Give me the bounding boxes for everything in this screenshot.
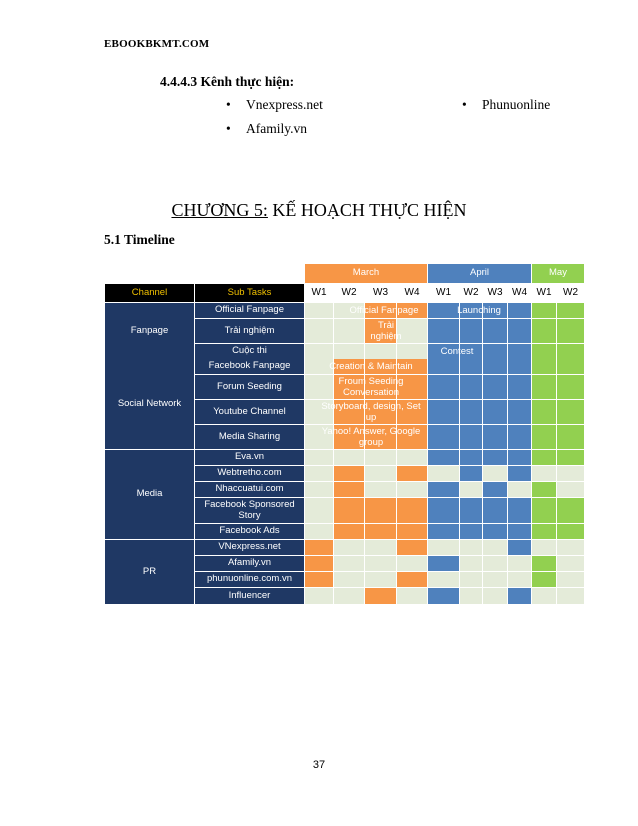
bullet-phunuonline: • Phunuonline [462,97,551,112]
schedule-cell [334,540,365,556]
schedule-cell [557,344,585,360]
schedule-cell [334,466,365,482]
subtask-cell: Forum Seeding [195,375,305,400]
schedule-cell [305,572,334,588]
schedule-cell [508,556,532,572]
subtask-cell: Trải nghiệm [195,319,305,344]
schedule-cell [334,498,365,524]
schedule-cell [557,319,585,344]
activity-label: Official Fanpage [349,304,419,316]
schedule-cell [428,524,460,540]
schedule-cell [305,556,334,572]
schedule-cell [508,344,532,360]
schedule-cell [508,319,532,344]
schedule-cell [365,466,397,482]
schedule-cell [365,344,397,360]
schedule-cell [532,524,557,540]
schedule-cell [397,450,428,466]
subsection-title: 5.1 Timeline [104,232,175,247]
schedule-cell [397,482,428,498]
schedule-cell [397,556,428,572]
week-header: W4 [397,284,428,303]
channel-group-cell: Social Network [105,359,195,450]
schedule-cell [460,556,483,572]
schedule-cell [365,556,397,572]
schedule-cell [557,400,585,425]
schedule-cell [334,524,365,540]
schedule-cell [483,498,508,524]
schedule-cell [557,359,585,375]
schedule-cell [508,400,532,425]
chapter-prefix: CHƯƠNG 5: [171,200,268,220]
schedule-cell [428,482,460,498]
schedule-cell [397,588,428,605]
schedule-cell [532,588,557,605]
schedule-cell [532,450,557,466]
subtask-cell: Youtube Channel [195,400,305,425]
bullet-vnexpress: • Vnexpress.net [226,97,323,112]
schedule-cell [305,588,334,605]
subtask-cell: Influencer [195,588,305,605]
week-header: W2 [460,284,483,303]
chapter-title [0,200,638,221]
schedule-cell [428,359,460,375]
schedule-cell [428,400,460,425]
section-title: 4.4.4.3 Kênh thực hiện: [160,74,295,89]
bullet-label: Afamily.vn [246,121,307,136]
channel-group-cell: Fanpage [105,303,195,360]
week-header: W1 [428,284,460,303]
schedule-cell [483,524,508,540]
schedule-cell [532,425,557,450]
subtask-cell: Media Sharing [195,425,305,450]
schedule-cell [532,556,557,572]
schedule-cell [532,319,557,344]
schedule-cell [557,466,585,482]
schedule-cell [532,303,557,319]
subtask-cell: Facebook Ads [195,524,305,540]
subtask-cell: Nhaccuatui.com [195,482,305,498]
subtask-cell: Facebook Sponsored Story [195,498,305,524]
schedule-cell [557,482,585,498]
schedule-cell [483,375,508,400]
schedule-cell [557,450,585,466]
schedule-cell [557,540,585,556]
activity-label: Storyboard, design, Set up [321,400,421,423]
schedule-cell [483,540,508,556]
schedule-cell [532,344,557,360]
subtask-cell: Eva.vn [195,450,305,466]
schedule-cell [532,400,557,425]
schedule-cell [460,466,483,482]
schedule-cell [557,556,585,572]
schedule-cell [365,540,397,556]
subtask-cell: Cuộc thi [195,344,305,360]
subtask-cell: Webtretho.com [195,466,305,482]
schedule-cell [483,572,508,588]
schedule-cell [483,482,508,498]
schedule-cell [508,498,532,524]
schedule-cell [334,572,365,588]
schedule-cell [508,524,532,540]
schedule-cell [483,466,508,482]
page-number: 37 [312,759,326,771]
week-header: W3 [365,284,397,303]
channel-group-cell: Media [105,450,195,540]
week-header: W2 [557,284,585,303]
schedule-cell [460,450,483,466]
schedule-cell [460,425,483,450]
schedule-cell [428,588,460,605]
schedule-cell [428,498,460,524]
schedule-cell [557,588,585,605]
schedule-cell [460,482,483,498]
schedule-cell [305,482,334,498]
schedule-cell [460,524,483,540]
schedule-cell [460,572,483,588]
schedule-cell [428,425,460,450]
schedule-cell [460,588,483,605]
schedule-cell [365,498,397,524]
schedule-cell [397,466,428,482]
activity-label: Yahoo! Answer, Google group [321,425,421,448]
document-header: EBOOKBKMT.COM [104,38,210,50]
activity-label: Froum Seeding Conversation [338,375,404,398]
schedule-cell [483,344,508,360]
schedule-cell [428,466,460,482]
schedule-cell [557,375,585,400]
schedule-cell [508,482,532,498]
schedule-cell [557,303,585,319]
chapter-name: KẾ HOẠCH THỰC HIỆN [267,200,467,220]
schedule-cell [483,319,508,344]
schedule-cell [334,450,365,466]
schedule-cell [460,498,483,524]
month-header: March [305,264,428,284]
week-header: W1 [305,284,334,303]
schedule-cell [397,524,428,540]
schedule-cell [305,524,334,540]
schedule-cell [428,540,460,556]
schedule-cell [397,344,428,360]
schedule-cell [557,425,585,450]
schedule-cell [532,359,557,375]
week-header: W3 [483,284,508,303]
schedule-cell [532,540,557,556]
subtask-cell: Official Fanpage [195,303,305,319]
week-header: W1 [532,284,557,303]
schedule-cell [557,572,585,588]
activity-label: Launching [457,304,501,316]
schedule-cell [460,540,483,556]
schedule-cell [460,375,483,400]
schedule-cell [365,588,397,605]
schedule-cell [428,450,460,466]
schedule-cell [532,375,557,400]
schedule-cell [305,319,334,344]
activity-label: Trải nghiệm [370,319,402,342]
schedule-cell [483,588,508,605]
schedule-cell [483,450,508,466]
week-header: W4 [508,284,532,303]
schedule-cell [365,482,397,498]
bullet-afamily: • Afamily.vn [226,121,307,136]
schedule-cell [334,556,365,572]
column-header-subtasks: Sub Tasks [195,284,305,303]
week-header: W2 [334,284,365,303]
schedule-cell [428,556,460,572]
schedule-cell [397,540,428,556]
bullet-label: Vnexpress.net [246,97,323,112]
schedule-cell [532,482,557,498]
column-header-channel: Channel [105,284,195,303]
schedule-cell [460,359,483,375]
activity-label: Creation & Maintain [329,360,413,372]
schedule-cell [508,375,532,400]
schedule-cell [483,359,508,375]
schedule-cell [508,588,532,605]
timeline-table [105,264,585,605]
schedule-cell [483,400,508,425]
bullet-label: Phunuonline [482,97,551,112]
schedule-cell [428,319,460,344]
schedule-cell [460,319,483,344]
schedule-cell [397,572,428,588]
schedule-cell [483,425,508,450]
schedule-cell [334,344,365,360]
month-header: April [428,264,532,284]
channel-group-cell: PR [105,540,195,605]
month-header-blank [105,264,305,284]
activity-label: Contest [440,345,474,357]
schedule-cell [365,450,397,466]
schedule-cell [397,498,428,524]
schedule-cell [557,524,585,540]
schedule-cell [305,344,334,360]
schedule-cell [508,359,532,375]
schedule-cell [334,319,365,344]
schedule-cell [305,303,334,319]
schedule-cell [508,450,532,466]
schedule-cell [365,572,397,588]
schedule-cell [305,450,334,466]
schedule-cell [334,588,365,605]
month-header: May [532,264,585,284]
schedule-cell [365,524,397,540]
schedule-cell [460,400,483,425]
schedule-cell [532,466,557,482]
schedule-cell [305,540,334,556]
schedule-cell [508,572,532,588]
schedule-cell [305,498,334,524]
subtask-cell: phunuonline.com.vn [195,572,305,588]
schedule-cell [508,425,532,450]
subtask-cell: VNexpress.net [195,540,305,556]
schedule-cell [557,498,585,524]
schedule-cell [532,498,557,524]
schedule-cell [334,482,365,498]
schedule-cell [428,375,460,400]
schedule-cell [305,466,334,482]
schedule-cell [508,466,532,482]
subtask-cell: Afamily.vn [195,556,305,572]
schedule-cell [483,556,508,572]
schedule-cell [428,572,460,588]
subtask-cell: Facebook Fanpage [195,359,305,375]
schedule-cell [508,540,532,556]
schedule-cell [532,572,557,588]
